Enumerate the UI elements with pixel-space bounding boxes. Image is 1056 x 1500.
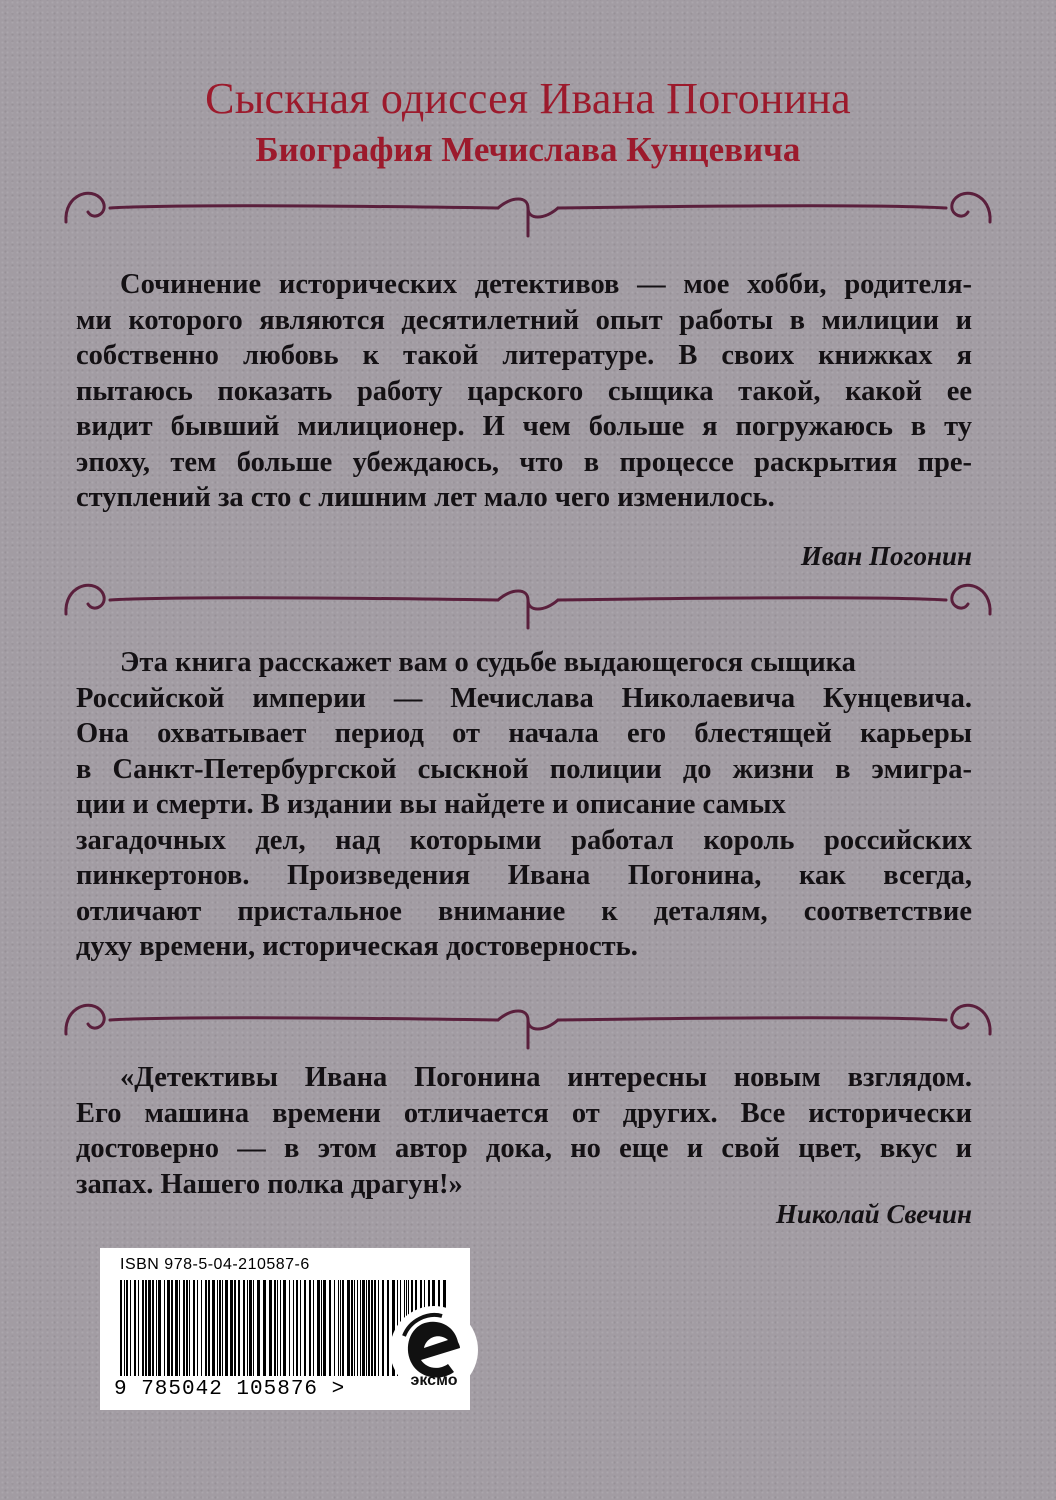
ornament-divider-icon [58,178,998,238]
barcode-bar [342,1280,344,1376]
book-title: Сыскная одиссея Ивана Погонина [205,74,851,123]
text-line: ступлений за сто с лишним лет мало чего изменилось. [76,482,775,513]
barcode-bar [296,1280,298,1376]
barcode-bar [148,1280,151,1376]
eksmo-logo-icon [388,1290,480,1410]
ornament-stroke [558,206,946,208]
barcode-bar [193,1280,195,1376]
barcode-bar [249,1280,252,1376]
barcode-bar [134,1280,136,1376]
barcode-bar [158,1280,161,1376]
barcode-bar [253,1280,254,1376]
text-line: «Детективы Ивана Погонина интересны новым взглядом. [120,1062,972,1093]
barcode-bar [205,1280,207,1376]
barcode-bar [152,1280,154,1376]
barcode-bar [362,1280,365,1376]
text-line: собственно любовь к такой литературе. В своих книжках я [76,340,972,371]
barcode-bar [347,1280,350,1376]
barcode-bar [225,1280,228,1376]
barcode-bar [293,1280,294,1376]
ornament-stroke [952,585,990,614]
barcode-bar [329,1280,331,1376]
ornament-stroke [558,598,946,600]
barcode-bar [175,1280,178,1376]
ornament-stroke [110,206,498,208]
barcode-bar [269,1280,272,1376]
barcode-bar [263,1280,266,1376]
barcode-bar [142,1280,144,1376]
ornament-stroke [110,1018,498,1020]
barcode-digits: 9 785042 105876 > [114,1378,346,1401]
book-subtitle: Биография Мечислава Кунцевича [255,130,801,169]
barcode-bar [208,1280,210,1376]
barcode-bar [145,1280,147,1376]
barcode-bar [340,1280,341,1376]
quote-author: Иван Погонин [800,541,972,571]
barcode-bar [378,1280,379,1376]
barcode-bar [289,1280,290,1376]
barcode-bar [382,1280,384,1376]
barcode-bar [130,1280,131,1376]
text-line: Эта книга расскажет вам о судьбе выдающегося сыщика [120,647,856,678]
barcode-bar [277,1280,278,1376]
barcode-bar [283,1280,286,1376]
barcode-bar [357,1280,358,1376]
ornament-divider-icon [58,990,998,1050]
barcode-bar [156,1280,157,1376]
text-line: запах. Нашего полка драгун!» [76,1168,463,1200]
barcode-bar [230,1280,233,1376]
barcode-bar [338,1280,339,1376]
text-line: отличают пристальное внимание к деталям, соответствие [76,895,972,927]
barcode-bar [219,1280,221,1376]
barcode-bar [167,1280,170,1376]
ornament-stroke [66,193,104,222]
text-line: пытаюсь показать работу царского сыщика такой, какой ее [76,375,972,407]
text-line: загадочных дел, над которыми работал король российских [76,824,972,856]
text-line: ми которого являются десятилетний опыт работы в милиции и [76,304,972,336]
review-quote [76,1060,972,1202]
barcode-bar [126,1280,128,1376]
barcode-bar [371,1280,373,1376]
text-line: духу времени, историческая достоверность. [76,931,638,962]
barcode-bar [304,1280,306,1376]
text-line: эпоху, тем больше убеждаюсь, что в процессе раскрытия пре- [76,446,972,478]
barcode-bar [222,1280,223,1376]
barcode-bar [354,1280,355,1376]
barcode-bar [212,1280,215,1376]
ornament-stroke [952,1005,990,1034]
barcode-bar [234,1280,236,1376]
barcode-bar [120,1280,122,1376]
ornament-stroke [66,1005,104,1034]
barcode-bar [243,1280,245,1376]
barcode-bar [171,1280,173,1376]
barcode-bar [374,1280,376,1376]
barcode-bar [138,1280,139,1376]
barcode-bar [217,1280,218,1376]
text-line: Она охватывает период от начала его блестящей карьеры [76,718,972,749]
text-line: Сочинение исторических детективов — мое хобби, родителя- [120,269,972,300]
barcode-bar [280,1280,281,1376]
barcode-bar [186,1280,188,1376]
ornament-stroke [110,598,498,600]
text-line: Его машина времени отличается от других. Все исторически [76,1097,972,1129]
barcode-bar [124,1280,125,1376]
text-line: видит бывший милиционер. И чем больше я погружаюсь в ту [76,411,972,442]
author-quote [76,267,972,516]
barcode-bar [201,1280,202,1376]
barcode-bar [366,1280,367,1376]
barcode-bar [164,1280,165,1376]
barcode-bar [313,1280,314,1376]
barcode-bar [323,1280,326,1376]
text-line: в Санкт-Петербургской сыскной полиции до жизни в эмигра- [76,753,972,785]
barcode-bar [179,1280,180,1376]
barcode-bar [238,1280,240,1376]
ornament-divider-icon [58,570,998,630]
barcode-bar [183,1280,185,1376]
barcode-bar [334,1280,335,1376]
text-line: пинкертонов. Произведения Ивана Погонина, как всегда, [76,860,972,891]
ornament-stroke [952,193,990,222]
book-description [76,645,972,965]
barcode-bar [360,1280,361,1376]
text-line: Российской империи — Мечислава Николаевича Кунцевича. [76,682,972,714]
barcode-bar [300,1280,301,1376]
isbn-text: ISBN 978-5-04-210587-6 [120,1256,310,1273]
review-author: Николай Свечин [775,1199,972,1229]
barcode-bar [368,1280,370,1376]
publisher-name: эксмо [410,1372,458,1389]
barcode-bar [317,1280,320,1376]
text-line: достоверно — в этом автор дока, но еще и свой цвет, вкус и [76,1133,972,1164]
barcode-bar [274,1280,276,1376]
barcode-bar [247,1280,248,1376]
ornament-stroke [558,1018,946,1020]
barcode-bar [257,1280,260,1376]
barcode-bar [351,1280,353,1376]
ornament-stroke [66,585,104,614]
barcode-bar [189,1280,190,1376]
barcode-bar [197,1280,198,1376]
barcode-bar [321,1280,322,1376]
text-line: ции и смерти. В издании вы найдете и описание самых [76,789,786,820]
barcode-bar [309,1280,311,1376]
